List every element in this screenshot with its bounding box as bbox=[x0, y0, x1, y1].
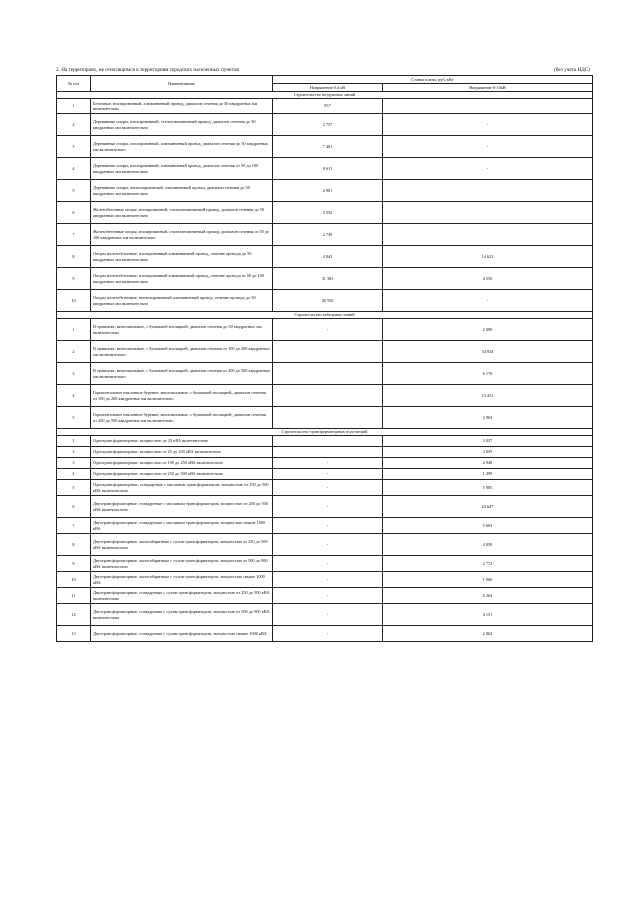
row-name: Деревянные опоры, неизолированный, алюминиевый провод, диапазон сечения до 50 квадратных мм включительно bbox=[91, 180, 273, 202]
rate-04kv: 2 749 bbox=[273, 224, 383, 246]
document-page bbox=[56, 66, 592, 642]
table-row bbox=[57, 496, 593, 518]
rate-04kv bbox=[273, 363, 383, 385]
row-name: Опоры железобетонные, изолированный алюминиевый провод, сечение провода от 50 до 100 квадратных мм включительно bbox=[91, 268, 273, 290]
table-row bbox=[57, 268, 593, 290]
rate-610kv: 2 948 bbox=[383, 458, 593, 469]
rate-04kv: - bbox=[273, 572, 383, 588]
table-row bbox=[57, 604, 593, 626]
row-name: В траншеях, многожильные, с бумажной изоляцией, диапазон сечения от 100 до 200 квадратных мм включительно bbox=[91, 341, 273, 363]
rate-04kv: - bbox=[273, 626, 383, 642]
row-name: Железобетонные опоры, изолированный, сталеалюминиевый провод, диапазон сечения от 50 до 100 квадратных мм включительно bbox=[91, 224, 273, 246]
rate-610kv: 4 058 bbox=[383, 534, 593, 556]
rate-610kv: 1 499 bbox=[383, 469, 593, 480]
row-name: Деревянные опоры, изолированный, алюминиевый провод, диапазон сечения до 50 квадратных мм включительно bbox=[91, 136, 273, 158]
table-row bbox=[57, 385, 593, 407]
column-header-rate: Ставка платы, руб./кВт bbox=[273, 76, 593, 84]
row-number: 2 bbox=[57, 341, 91, 363]
rate-610kv: 4 151 bbox=[383, 604, 593, 626]
rates-table-body bbox=[57, 92, 593, 642]
row-number: 7 bbox=[57, 224, 91, 246]
row-name: Двухтрансформаторные, малогабаритные с сухим трансформатором, мощностью свыше 1000 кВА bbox=[91, 572, 273, 588]
rate-04kv bbox=[273, 436, 383, 447]
row-number: 7 bbox=[57, 518, 91, 534]
table-row bbox=[57, 407, 593, 429]
rate-610kv: - bbox=[383, 290, 593, 312]
rate-04kv bbox=[273, 447, 383, 458]
rate-04kv: 7 401 bbox=[273, 136, 383, 158]
section-header-row bbox=[57, 429, 593, 436]
table-row bbox=[57, 180, 593, 202]
document-title: 2. На территориях, не относящимся к территориям городских населенных пунктов bbox=[56, 67, 239, 73]
section-header-row bbox=[57, 312, 593, 319]
row-name: Однотрансформаторные, мощностью до 25 кВА включительно bbox=[91, 436, 273, 447]
vat-note: (без учета НДС) bbox=[554, 67, 590, 73]
rate-04kv: 857 bbox=[273, 99, 383, 114]
rate-610kv: 3 859 bbox=[383, 447, 593, 458]
row-number: 4 bbox=[57, 469, 91, 480]
row-name: Железобетонные опоры, изолированный, сталеалюминиевый провод, диапазон сечения до 50 квадратных мм включительно bbox=[91, 202, 273, 224]
table-row bbox=[57, 290, 593, 312]
column-header-610kv: Напряжение 6-10кВ bbox=[383, 84, 593, 92]
rate-04kv: 2 757 bbox=[273, 114, 383, 136]
table-row bbox=[57, 556, 593, 572]
row-name: Деревянные опоры, изолированный, сталеалюминиевый провод, диапазон сечения до 50 квадратных мм включительно bbox=[91, 114, 273, 136]
rate-610kv: - bbox=[383, 114, 593, 136]
rate-610kv: 2 862 bbox=[383, 626, 593, 642]
rate-610kv: - bbox=[383, 158, 593, 180]
row-name: Горизонтальное наклонное бурение, многожильные, с бумажной изоляцией, диапазон сечения от 200 до 500 квадратных мм включительно bbox=[91, 407, 273, 429]
row-name: Горизонтальное наклонное бурение, многожильные, с бумажной изоляцией, диапазон сечения от 100 до 200 квадратных мм включительно bbox=[91, 385, 273, 407]
row-number: 4 bbox=[57, 385, 91, 407]
rate-04kv: - bbox=[273, 604, 383, 626]
row-number: 5 bbox=[57, 480, 91, 496]
rate-610kv: 6 176 bbox=[383, 363, 593, 385]
rate-610kv: 4 550 bbox=[383, 268, 593, 290]
table-row bbox=[57, 469, 593, 480]
rate-610kv: 34 834 bbox=[383, 341, 593, 363]
table-row bbox=[57, 626, 593, 642]
rate-610kv: - bbox=[383, 136, 593, 158]
rate-610kv: 24 647 bbox=[383, 496, 593, 518]
column-header-04kv: Напряжение 0.4 кВ bbox=[273, 84, 383, 92]
rate-04kv: - bbox=[273, 480, 383, 496]
rate-610kv: 13 431 bbox=[383, 385, 593, 407]
rates-table bbox=[56, 75, 593, 642]
table-row bbox=[57, 447, 593, 458]
rate-04kv: - bbox=[273, 588, 383, 604]
rate-04kv bbox=[273, 385, 383, 407]
rate-610kv bbox=[383, 202, 593, 224]
row-name: Однотрансформаторные, мощностью от 250 до 500 кВА включительно bbox=[91, 469, 273, 480]
row-number: 5 bbox=[57, 180, 91, 202]
rate-04kv: - bbox=[273, 556, 383, 572]
row-name: Однотрансформаторные, мощностью от 25 до 100 кВА включительно bbox=[91, 447, 273, 458]
table-row bbox=[57, 136, 593, 158]
rate-04kv: 9 611 bbox=[273, 158, 383, 180]
row-number: 1 bbox=[57, 436, 91, 447]
row-number: 2 bbox=[57, 114, 91, 136]
row-name: Бетонные, изолированный, алюминиевый провод, диапазон сечения до 50 квадратных мм включительно bbox=[91, 99, 273, 114]
row-number: 5 bbox=[57, 407, 91, 429]
column-header-num: № п/п bbox=[57, 76, 91, 92]
row-name: Двухтрансформаторные, стандартные с сухим трансформатором, мощностью от 250 до 500 кВА включительно bbox=[91, 588, 273, 604]
row-number: 12 bbox=[57, 604, 91, 626]
row-number: 10 bbox=[57, 572, 91, 588]
rate-04kv: 40 550 bbox=[273, 290, 383, 312]
rate-610kv bbox=[383, 180, 593, 202]
table-row bbox=[57, 224, 593, 246]
row-number: 3 bbox=[57, 136, 91, 158]
rate-610kv: 2 963 bbox=[383, 407, 593, 429]
table-row bbox=[57, 588, 593, 604]
rate-04kv: - bbox=[273, 458, 383, 469]
row-name: Двухтрансформаторные, стандартные с сухим трансформатором, мощностью от 500 до 900 кВА включительно bbox=[91, 604, 273, 626]
section-header-row bbox=[57, 92, 593, 99]
row-number: 9 bbox=[57, 268, 91, 290]
row-number: 6 bbox=[57, 496, 91, 518]
rate-04kv: 3 552 bbox=[273, 202, 383, 224]
section-title: Строительство воздушных линий bbox=[57, 92, 593, 99]
rate-04kv bbox=[273, 341, 383, 363]
rate-610kv: 5 663 bbox=[383, 518, 593, 534]
rate-04kv: - bbox=[273, 496, 383, 518]
rate-610kv: 5 985 bbox=[383, 480, 593, 496]
table-row bbox=[57, 480, 593, 496]
column-header-name: Наименование bbox=[91, 76, 273, 92]
row-number: 13 bbox=[57, 626, 91, 642]
rate-04kv: 4 843 bbox=[273, 246, 383, 268]
row-number: 9 bbox=[57, 556, 91, 572]
row-name: Двухтрансформаторные, стандартные с масляным трансформатором, мощностью свыше 1000 кВА bbox=[91, 518, 273, 534]
row-number: 6 bbox=[57, 202, 91, 224]
rate-610kv: 1 966 bbox=[383, 572, 593, 588]
document-header bbox=[56, 66, 592, 75]
table-row bbox=[57, 572, 593, 588]
row-name: В траншеях, многожильные, с бумажной изоляцией, диапазон сечения от 200 до 500 квадратных мм включительно bbox=[91, 363, 273, 385]
table-row bbox=[57, 158, 593, 180]
row-name: Опоры железобетонные, неизолированный алюминиевый провод, сечение провода до 50 квадратных мм включительно bbox=[91, 290, 273, 312]
rate-04kv: - bbox=[273, 319, 383, 341]
section-title: Строительство кабельных линий bbox=[57, 312, 593, 319]
table-row bbox=[57, 202, 593, 224]
row-name: Двухтрансформаторные, стандартные с сухим трансформатором, мощностью свыше 1000 кВА bbox=[91, 626, 273, 642]
rate-610kv: 14 623 bbox=[383, 246, 593, 268]
table-row bbox=[57, 246, 593, 268]
row-number: 8 bbox=[57, 246, 91, 268]
row-name: Деревянные опоры, изолированный, алюминиевый провод, диапазон сечения от 50 до 100 квадратных мм включительно bbox=[91, 158, 273, 180]
row-name: Двухтрансформаторные, стандартные с масляным трансформатором, мощностью от 250 до 500 кВА включительно bbox=[91, 496, 273, 518]
rate-04kv: - bbox=[273, 534, 383, 556]
row-name: Опоры железобетонные, изолированный алюминиевый провод, сечение провода до 50 квадратных мм включительно bbox=[91, 246, 273, 268]
rate-04kv bbox=[273, 407, 383, 429]
rate-610kv: 3 037 bbox=[383, 436, 593, 447]
row-number: 3 bbox=[57, 458, 91, 469]
rate-610kv bbox=[383, 99, 593, 114]
table-row bbox=[57, 341, 593, 363]
rate-610kv: 2 772 bbox=[383, 556, 593, 572]
rate-04kv: 31 383 bbox=[273, 268, 383, 290]
row-number: 10 bbox=[57, 290, 91, 312]
rate-04kv: - bbox=[273, 518, 383, 534]
rate-610kv: 6 264 bbox=[383, 588, 593, 604]
row-name: Однотрансформаторные, стандартные с масляным трансформатором, мощностью от 250 до 500 кВА включительно bbox=[91, 480, 273, 496]
row-number: 11 bbox=[57, 588, 91, 604]
table-row bbox=[57, 114, 593, 136]
table-row bbox=[57, 436, 593, 447]
row-number: 1 bbox=[57, 319, 91, 341]
rate-610kv: 2 090 bbox=[383, 319, 593, 341]
row-number: 8 bbox=[57, 534, 91, 556]
table-row bbox=[57, 458, 593, 469]
row-number: 2 bbox=[57, 447, 91, 458]
table-row bbox=[57, 518, 593, 534]
row-name: В траншеях, многожильные, с бумажной изоляцией, диапазон сечения до 50 квадратных мм включительно bbox=[91, 319, 273, 341]
row-number: 3 bbox=[57, 363, 91, 385]
rate-04kv: - bbox=[273, 469, 383, 480]
rate-04kv: 2 901 bbox=[273, 180, 383, 202]
table-row bbox=[57, 534, 593, 556]
row-name: Двухтрансформаторные, малогабаритные с сухим трансформатором, мощностью от 250 до 500 кВА включительно bbox=[91, 534, 273, 556]
table-row bbox=[57, 99, 593, 114]
table-row bbox=[57, 363, 593, 385]
section-title: Строительство трансформаторных подстанций bbox=[57, 429, 593, 436]
row-name: Однотрансформаторные, мощностью от 100 до 250 кВА включительно bbox=[91, 458, 273, 469]
row-number: 1 bbox=[57, 99, 91, 114]
row-number: 4 bbox=[57, 158, 91, 180]
row-name: Двухтрансформаторные, малогабаритные с сухим трансформатором, мощностью от 500 до 900 кВА включительно bbox=[91, 556, 273, 572]
rate-610kv bbox=[383, 224, 593, 246]
table-row bbox=[57, 319, 593, 341]
